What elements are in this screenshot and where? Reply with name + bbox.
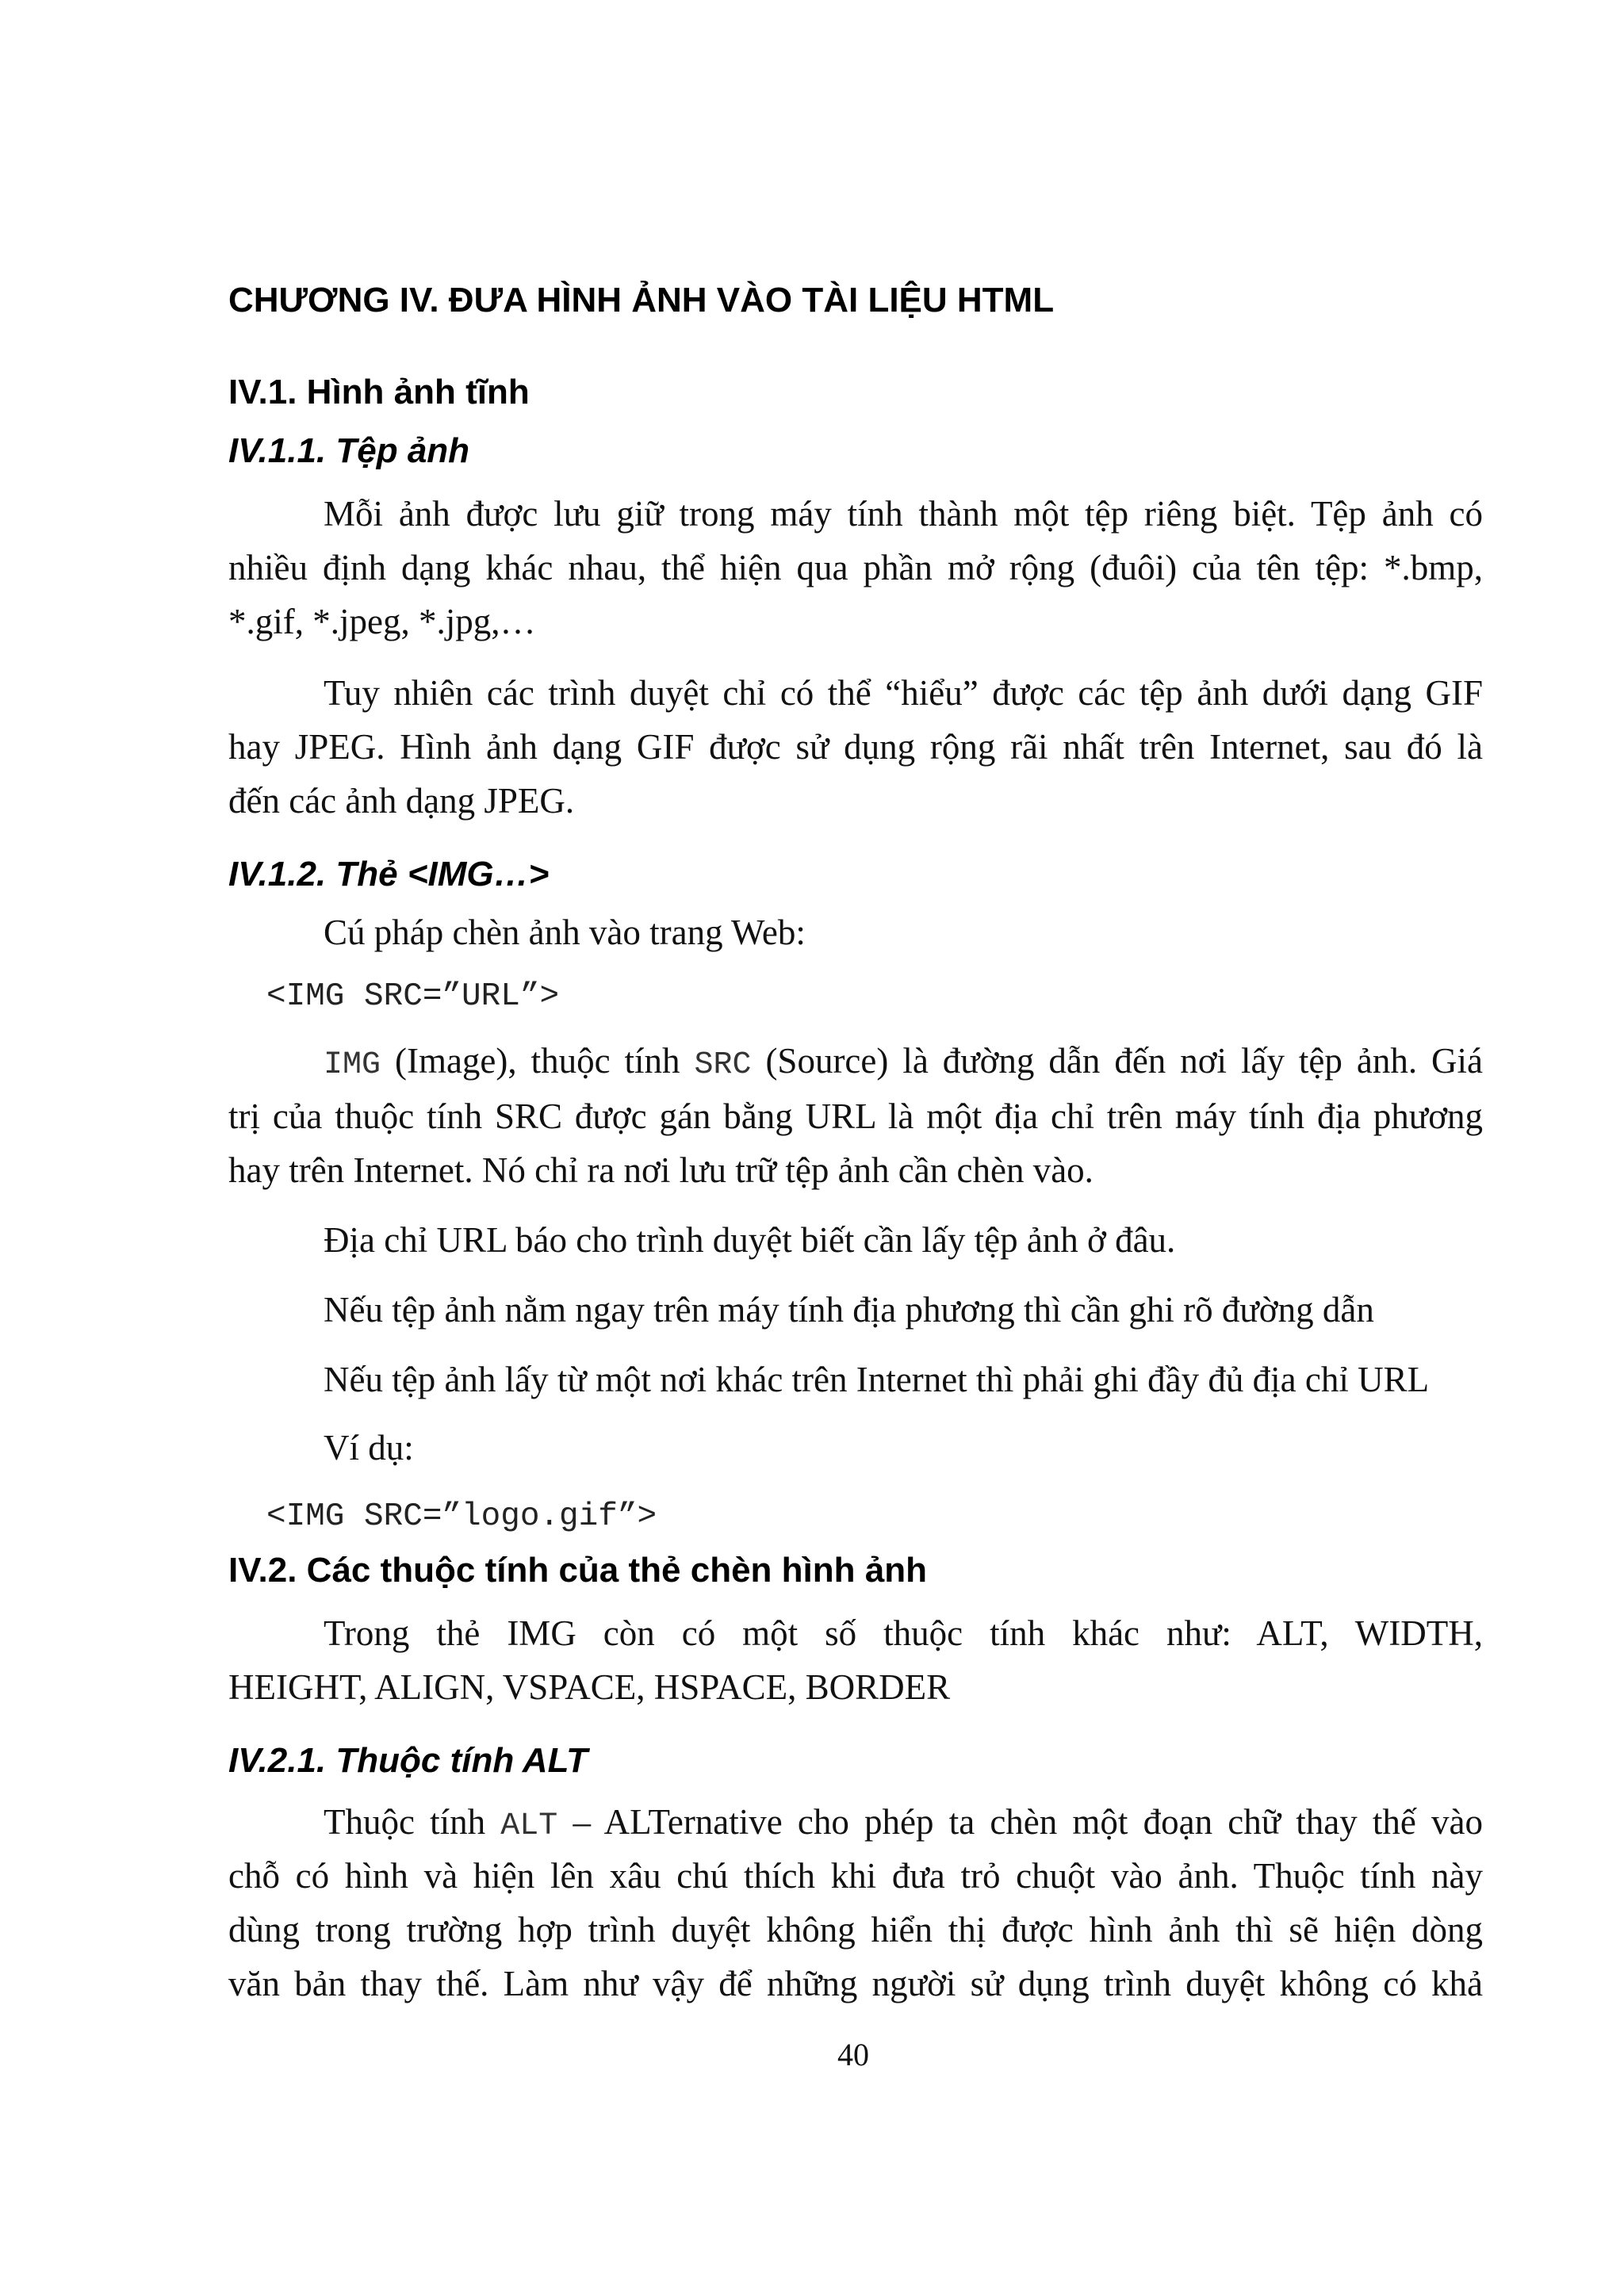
section-heading-iv-2: IV.2. Các thuộc tính của thẻ chèn hình ảnh <box>228 1551 927 1590</box>
inline-code: ALT <box>500 1808 558 1844</box>
paragraph-line: HEIGHT, ALIGN, VSPACE, HSPACE, BORDER <box>228 1667 951 1707</box>
paragraph-line: hay JPEG. Hình ảnh dạng GIF được sử dụng rộng rãi nhất trên Internet, sau đó là <box>228 727 1483 767</box>
text-run: Thuộc tính <box>324 1802 501 1842</box>
paragraph-line: hay trên Internet. Nó chỉ ra nơi lưu trữ tệp ảnh cần chèn vào. <box>228 1150 1094 1190</box>
text-line: Nếu tệp ảnh lấy từ một nơi khác trên Internet thì phải ghi đầy đủ địa chỉ URL <box>324 1360 1430 1399</box>
text-run: (Source) là đường dẫn đến nơi lấy tệp ảnh. Giá <box>751 1041 1483 1081</box>
code-example-logo: <IMG SRC=”logo.gif”> <box>266 1498 657 1535</box>
chapter-title: CHƯƠNG IV. ĐƯA HÌNH ẢNH VÀO TÀI LIỆU HTML <box>228 281 1055 320</box>
paragraph-line <box>324 1801 1483 1844</box>
subsection-heading-iv-1-2: IV.1.2. Thẻ <IMG…> <box>228 855 550 894</box>
subsection-heading-iv-1-1: IV.1.1. Tệp ảnh <box>228 431 470 470</box>
inline-code: IMG <box>324 1047 381 1083</box>
paragraph-line: đến các ảnh dạng JPEG. <box>228 781 575 821</box>
text-line: Địa chỉ URL báo cho trình duyệt biết cần lấy tệp ảnh ở đâu. <box>324 1220 1176 1260</box>
example-label: Ví dụ: <box>324 1428 414 1468</box>
paragraph-line: *.gif, *.jpeg, *.jpg,… <box>228 602 536 641</box>
paragraph-line: Trong thẻ IMG còn có một số thuộc tính khác như: ALT, WIDTH, <box>324 1613 1483 1653</box>
inline-code: SRC <box>694 1047 752 1083</box>
subsection-heading-iv-2-1: IV.2.1. Thuộc tính ALT <box>228 1741 588 1780</box>
paragraph-line: Tuy nhiên các trình duyệt chỉ có thể “hiểu” được các tệp ảnh dưới dạng GIF <box>324 673 1483 713</box>
code-example-syntax: <IMG SRC=”URL”> <box>266 978 560 1015</box>
section-heading-iv-1: IV.1. Hình ảnh tĩnh <box>228 373 530 411</box>
text-line: Nếu tệp ảnh nằm ngay trên máy tính địa phương thì cần ghi rõ đường dẫn <box>324 1290 1374 1330</box>
syntax-intro: Cú pháp chèn ảnh vào trang Web: <box>324 913 806 952</box>
paragraph-line: Mỗi ảnh được lưu giữ trong máy tính thành một tệp riêng biệt. Tệp ảnh có <box>324 494 1483 534</box>
page-number: 40 <box>837 2037 869 2072</box>
paragraph-line <box>324 1040 1483 1083</box>
paragraph-line: trị của thuộc tính SRC được gán bằng URL là một địa chỉ trên máy tính địa phương <box>228 1096 1483 1136</box>
paragraph-line: chỗ có hình và hiện lên xâu chú thích khi đưa trỏ chuột vào ảnh. Thuộc tính này <box>228 1856 1483 1896</box>
text-run: (Image), thuộc tính <box>381 1041 695 1081</box>
paragraph-line: dùng trong trường hợp trình duyệt không hiển thị được hình ảnh thì sẽ hiện dòng <box>228 1910 1483 1950</box>
paragraph-line: văn bản thay thế. Làm như vậy để những người sử dụng trình duyệt không có khả <box>228 1964 1483 2003</box>
paragraph-line: nhiều định dạng khác nhau, thể hiện qua phần mở rộng (đuôi) của tên tệp: *.bmp, <box>228 548 1483 587</box>
text-run: – ALTernative cho phép ta chèn một đoạn chữ thay thế vào <box>557 1802 1484 1842</box>
